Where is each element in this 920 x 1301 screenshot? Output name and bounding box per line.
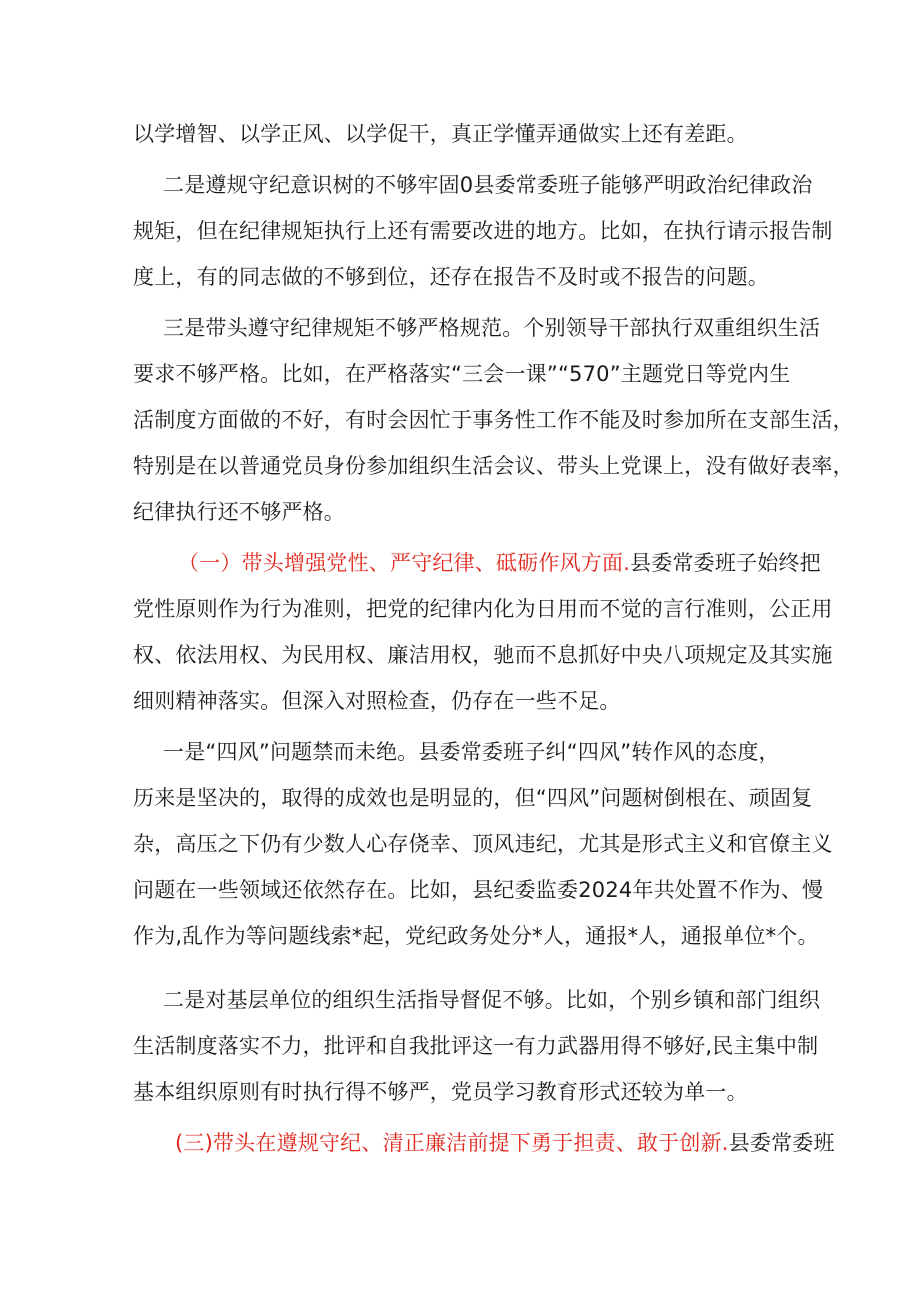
paragraph-line: 活制度方面做的不好，有时会因忙于事务性工作不能及时参加所在支部生活， (133, 408, 854, 432)
paragraph-line: 二是对基层单位的组织生活指导督促不够。比如，个别乡镇和部门组织 (163, 988, 821, 1012)
paragraph-line: 规矩，但在纪律规矩执行上还有需要改进的地方。比如，在执行请示报告制 (133, 219, 833, 243)
paragraph-line: 基本组织原则有时执行得不够严，党员学习教育形式还较为单一。 (133, 1080, 748, 1104)
heading-continuation: 县委常委班子始终把 (630, 551, 821, 575)
paragraph-line: 以学增智、以学正风、以学促干，真正学懂弄通做实上还有差距。 (133, 122, 748, 146)
paragraph-line: 权、依法用权、为民用权、廉洁用权，驰而不息抓好中央八项规定及其实施 (133, 643, 833, 667)
paragraph-line: 纪律执行还不够严格。 (133, 500, 345, 524)
paragraph-line: 度上，有的同志做的不够到位，还存在报告不及时或不报告的问题。 (133, 265, 769, 289)
paragraph-line: 一是“四风”问题禁而未绝。县委常委班子纠“四风”转作风的态度， (163, 740, 780, 764)
paragraph-line: 细则精神落实。但深入对照检查，仍存在一些不足。 (133, 689, 621, 713)
paragraph-line: 生活制度落实不力，批评和自我批评这一有力武器用得不够好,民主集中制 (133, 1034, 819, 1058)
section-heading: （一）带头增强党性、严守纪律、砥砺作风方面. (178, 551, 631, 575)
heading-continuation: 县委常委班 (728, 1131, 835, 1155)
paragraph-line: 三是带头遵守纪律规矩不够严格规范。个别领导干部执行双重组织生活 (163, 316, 821, 340)
section-heading-line (178, 548, 920, 578)
paragraph-line: 问题在一些领域还依然存在。比如，县纪委监委2024年共处置不作为、慢 (133, 878, 824, 902)
paragraph-line: 特别是在以普通党员身份参加组织生活会议、带头上党课上，没有做好表率， (133, 454, 854, 478)
section-heading-line (175, 1128, 920, 1158)
paragraph-line: 二是遵规守纪意识树的不够牢固0县委常委班子能够严明政治纪律政治 (163, 173, 813, 197)
paragraph-line: 要求不够严格。比如，在严格落实“三会一课”“570”主题党日等党内生 (133, 362, 791, 386)
paragraph-line: 历来是坚决的，取得的成效也是明显的，但“四风”问题树倒根在、顽固复 (133, 786, 813, 810)
section-heading: (三)带头在遵规守纪、清正廉洁前提下勇于担责、敢于创新. (175, 1131, 729, 1155)
paragraph-line: 作为,乱作为等问题线索*起，党纪政务处分*人，通报*人，通报单位*个。 (133, 924, 819, 948)
paragraph-line: 杂，高压之下仍有少数人心存侥幸、顶风违纪，尤其是形式主义和官僚主义 (133, 832, 833, 856)
paragraph-line: 党性原则作为行为准则，把党的纪律内化为日用而不觉的言行准则，公正用 (133, 597, 833, 621)
